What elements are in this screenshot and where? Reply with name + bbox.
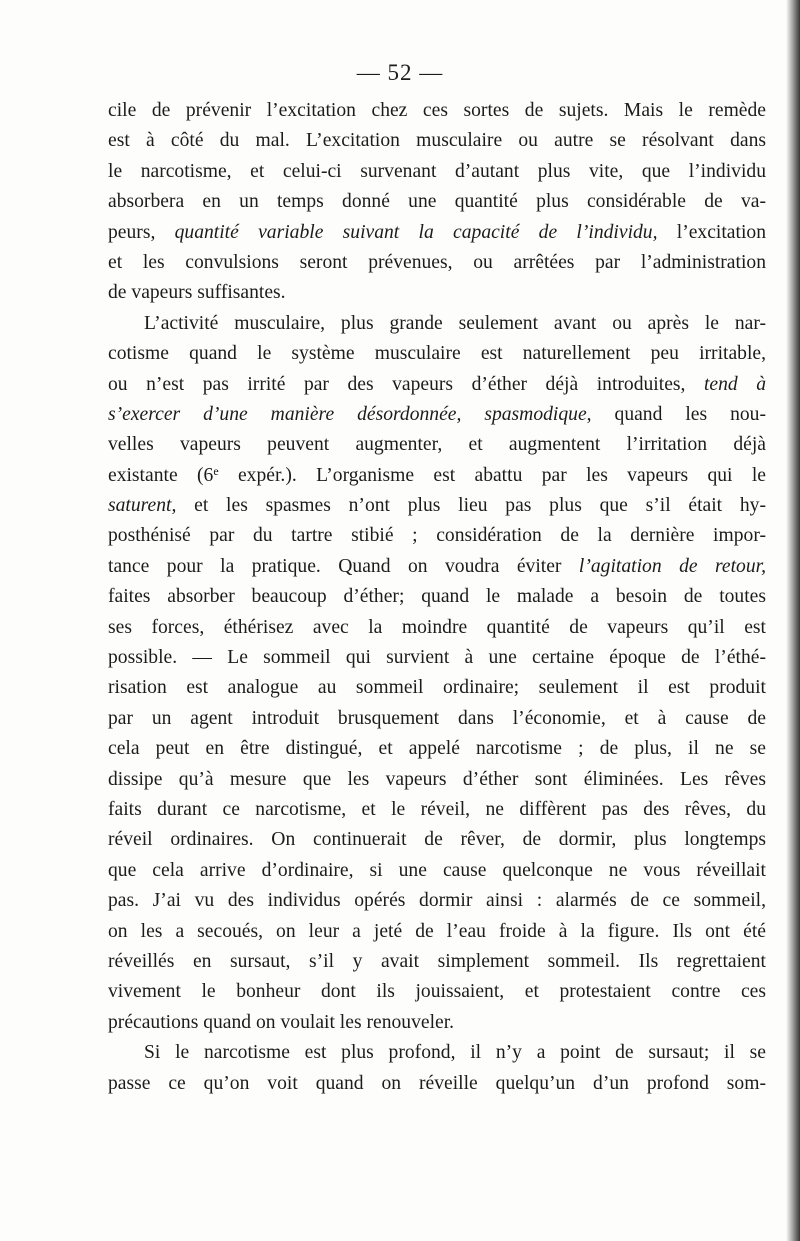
text-segment: dissipe qu’à mesure que les vapeurs d’éther sont éliminées. Les rêves [108,768,766,790]
text-line [108,856,766,886]
text-segment: absorbera en un temps donné une quantité plus considérable de va- [108,191,766,213]
italic-text: s’exercer d’une manière désordonnée, spasmodique [108,403,587,425]
italic-text: tend à [703,373,766,395]
text-segment: faites absorber beaucoup d’éther; quand le malade a besoin de toutes [108,586,766,608]
italic-text: l’agitation de retour, [578,555,766,577]
text-segment: , quand les nou- [586,403,766,425]
text-line [108,704,766,734]
text-line [108,613,766,643]
italic-text: saturent, [108,495,177,517]
text-segment: cotisme quand le système musculaire est naturellement peu irritable, [108,343,766,365]
text-line [108,947,766,977]
text-line [108,552,766,582]
text-line [108,765,766,795]
text-segment: passe ce qu’on voit quand on réveille quelqu’un d’un profond som- [108,1072,766,1094]
text-line [108,430,766,460]
text-line [108,339,766,369]
text-segment: risation est analogue au sommeil ordinaire; seulement il est produit [108,677,766,699]
text-segment: vivement le bonheur dont ils jouissaient, et protestaient contre ces [108,981,766,1003]
text-segment: est à côté du mal. L’excitation musculaire ou autre se résolvant dans [108,130,766,152]
text-line [108,917,766,947]
text-line [108,370,766,400]
text-segment: réveil ordinaires. On continuerait de rêver, de dormir, plus longtemps [108,829,766,851]
text-line [108,309,766,339]
text-segment: posthénisé par du tartre stibié ; considération de la dernière impor- [108,525,766,547]
text-line [108,795,766,825]
text-line [108,1069,766,1099]
text-segment: L’activité musculaire, plus grande seulement avant ou après le nar- [144,312,766,334]
text-line [108,248,766,278]
text-line [108,491,766,521]
text-line [108,643,766,673]
text-segment: tance pour la pratique. Quand on voudra éviter [108,555,579,577]
text-segment: ou n’est pas irrité par des vapeurs d’éther déjà introduites, [108,373,704,395]
text-line [108,400,766,430]
text-segment: on les a secoués, on leur a jeté de l’eau froide à la figure. Ils ont été [108,920,766,942]
text-segment: existante (6 [108,464,214,486]
text-segment: de vapeurs suffisantes. [108,282,286,304]
page-number: — 52 — [356,60,444,85]
text-line [108,582,766,612]
text-line [108,886,766,916]
superscript: e [213,463,219,478]
text-segment: Si le narcotisme est plus profond, il n’y a point de sursaut; il se [144,1042,766,1064]
text-segment: par un agent introduit brusquement dans l’économie, et à cause de [108,707,766,729]
text-line [108,521,766,551]
text-line [108,734,766,764]
text-segment: ses forces, éthérisez avec la moindre quantité de vapeurs qu’il est [108,616,766,638]
text-segment: et les spasmes n’ont plus lieu pas plus que s’il était hy- [176,495,766,517]
text-segment: pas. J’ai vu des individus opérés dormir ainsi : alarmés de ce sommeil, [108,890,766,912]
text-segment: et les convulsions seront prévenues, ou arrêtées par l’administration [108,251,766,273]
text-line [108,461,766,491]
italic-text: quantité variable suivant la capacité de l’individu, [174,221,658,243]
text-segment: velles vapeurs peuvent augmenter, et augmentent l’irritation déjà [108,434,766,456]
text-line [108,218,766,248]
text-line [108,673,766,703]
text-line [108,96,766,126]
text-line [108,1038,766,1068]
text-segment: l’excitation [657,221,766,243]
text-segment: cela peut en être distingué, et appelé narcotisme ; de plus, il ne se [108,738,766,760]
text-line [108,278,766,308]
text-segment: le narcotisme, et celui-ci survenant d’autant plus vite, que l’individu [108,160,766,182]
text-segment: possible. — Le sommeil qui survient à une certaine époque de l’éthé- [108,647,766,669]
text-segment: que cela arrive d’ordinaire, si une cause quelconque ne vous réveillait [108,859,766,881]
text-segment: précautions quand on voulait les renouveler. [108,1011,455,1033]
text-line [108,1008,766,1038]
page-edge-shadow [786,0,800,1241]
text-line [108,825,766,855]
text-segment: cile de prévenir l’excitation chez ces sortes de sujets. Mais le remède [108,100,766,121]
body-text [108,96,766,1099]
text-line [108,157,766,187]
text-line [108,977,766,1007]
text-line [108,187,766,217]
text-segment: peurs, [108,221,175,243]
text-segment: expér.). L’organisme est abattu par les vapeurs qui le [218,464,766,486]
text-line [108,126,766,156]
text-segment: faits durant ce narcotisme, et le réveil, ne diffèrent pas des rêves, du [108,798,766,820]
text-segment: réveillés en sursaut, s’il y avait simplement sommeil. Ils regrettaient [108,950,766,972]
